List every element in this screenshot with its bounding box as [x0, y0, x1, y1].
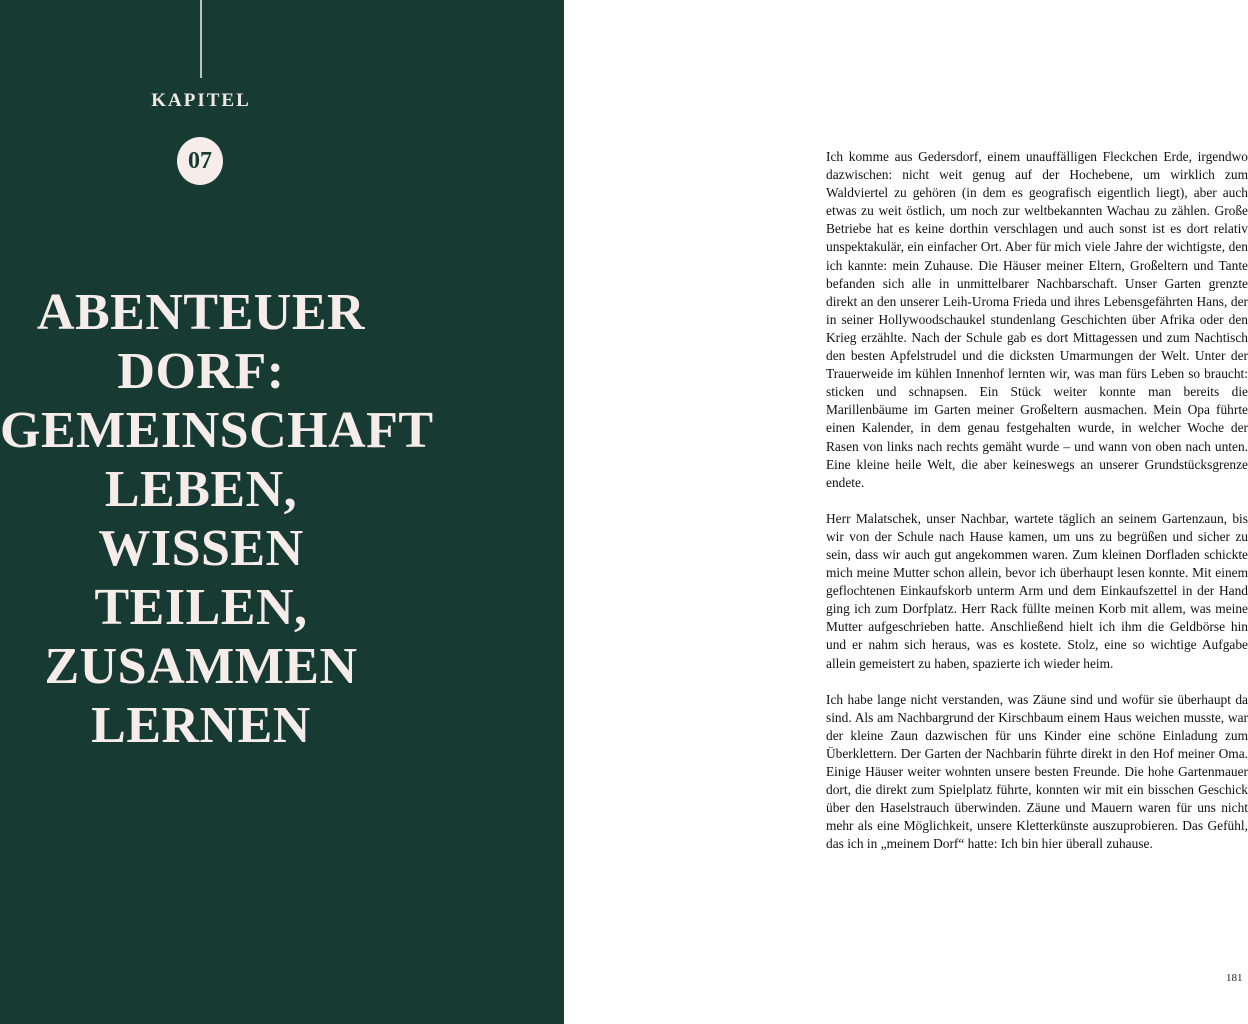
- title-line: LERNEN: [91, 697, 311, 754]
- title-line: WISSEN: [98, 520, 304, 577]
- body-text: [826, 148, 1248, 871]
- paragraph: Ich habe lange nicht verstanden, was Zäune sind und wofür sie überhaupt da sind. Als am Nachbargrund der Kirschbaum einem Haus weichen musste, war der kleine Zaun dazwischen für uns Kinder eine schöne Einladung zum Überklettern. Der Garten der Nachbarin führte direkt in den Hof meiner Oma. Einige Häuser weiter wohnten unsere besten Freunde. Die hohe Gartenmauer dort, die direkt zum Spielplatz führte, konnten wir mit ein bisschen Geschick über den Haselstrauch überwinden. Zäune und Mauern waren für uns nicht mehr als eine Möglichkeit, unsere Kletterkünste auszuprobieren. Das Gefühl, das ich in „meinem Dorf“ hatte: Ich bin hier überall zuhause.: [826, 691, 1248, 852]
- chapter-title: [0, 283, 434, 755]
- title-line: ZUSAMMEN: [44, 638, 358, 695]
- paragraph: Ich komme aus Gedersdorf, einem unauffälligen Fleckchen Erde, irgendwo dazwischen: nicht weit genug auf der Hochebene, um wirklich zum Waldviertel zu gehören (in dem es geografisch eigentlich liegt), aber auch etwas zu weit östlich, um noch zur weltbekannten Wachau zu zählen. Große Betriebe hat es keine dorthin verschlagen und auch sonst ist es dort relativ unspektakulär, ein einfacher Ort. Aber für mich viele Jahre der wichtigste, den ich kannte: mein Zuhause. Die Häuser meiner Eltern, Großeltern und Tante befanden sich alle in unmittelbarer Nachbarschaft. Unser Garten grenzte direkt an den unserer Leih-Uroma Frieda und ihres Lebensgefährten Hans, der in seiner Hollywoodschaukel stundenlang Geschichten über Afrika oder den Krieg erzählte. Nach der Schule gab es dort Mittagessen und zum Nachtisch den besten Apfelstrudel und die dicksten Umarmungen der Welt. Unter der Trauerweide im kühlen Innenhof lernten wir, was man fürs Leben so braucht: sticken und schnapsen. Ein Stück weiter konnte man bereits die Marillenbäume im Garten meiner Großeltern ausmachen. Mein Opa führte einen Kalender, in dem genau festgehalten wurde, in welcher Woche der Rasen von links nach rechts gemäht wurde – und wann von oben nach unten. Eine kleine heile Welt, die aber keineswegs an unserer Grundstücksgrenze endete.: [826, 149, 1248, 490]
- title-line: LEBEN,: [104, 461, 298, 518]
- chapter-label: KAPITEL: [151, 90, 251, 111]
- title-line: DORF:: [117, 343, 285, 400]
- vertical-rule: [200, 0, 202, 78]
- title-line: ABENTEUER: [36, 284, 366, 341]
- chapter-number-badge: 07: [177, 137, 223, 185]
- paragraph: Herr Malatschek, unser Nachbar, wartete täglich an seinem Gartenzaun, bis wir von der Schule nach Hause kamen, um uns zu begrüßen und sicher zu sein, dass wir auch gut angekommen waren. Zum kleinen Dorfladen schickte mich meine Mutter schon allein, bevor ich überhaupt lesen konnte. Mit einem geflochtenen Einkaufskorb unterm Arm und dem Einkaufszettel in der Hand ging ich zum Dorfplatz. Herr Rack füllte meinen Korb mit allem, was meine Mutter aufgeschrieben hatte. Anschließend hielt ich ihm die Geldbörse hin und er nahm sich heraus, was es kostete. Stolz, eine so wichtige Aufgabe allein gemeistert zu haben, spazierte ich wieder heim.: [826, 510, 1248, 671]
- page-number: 181: [1226, 972, 1243, 984]
- title-line: TEILEN,: [94, 579, 308, 636]
- title-line: GEMEINSCHAFT: [0, 402, 434, 459]
- chapter-opener-page: [0, 0, 564, 1024]
